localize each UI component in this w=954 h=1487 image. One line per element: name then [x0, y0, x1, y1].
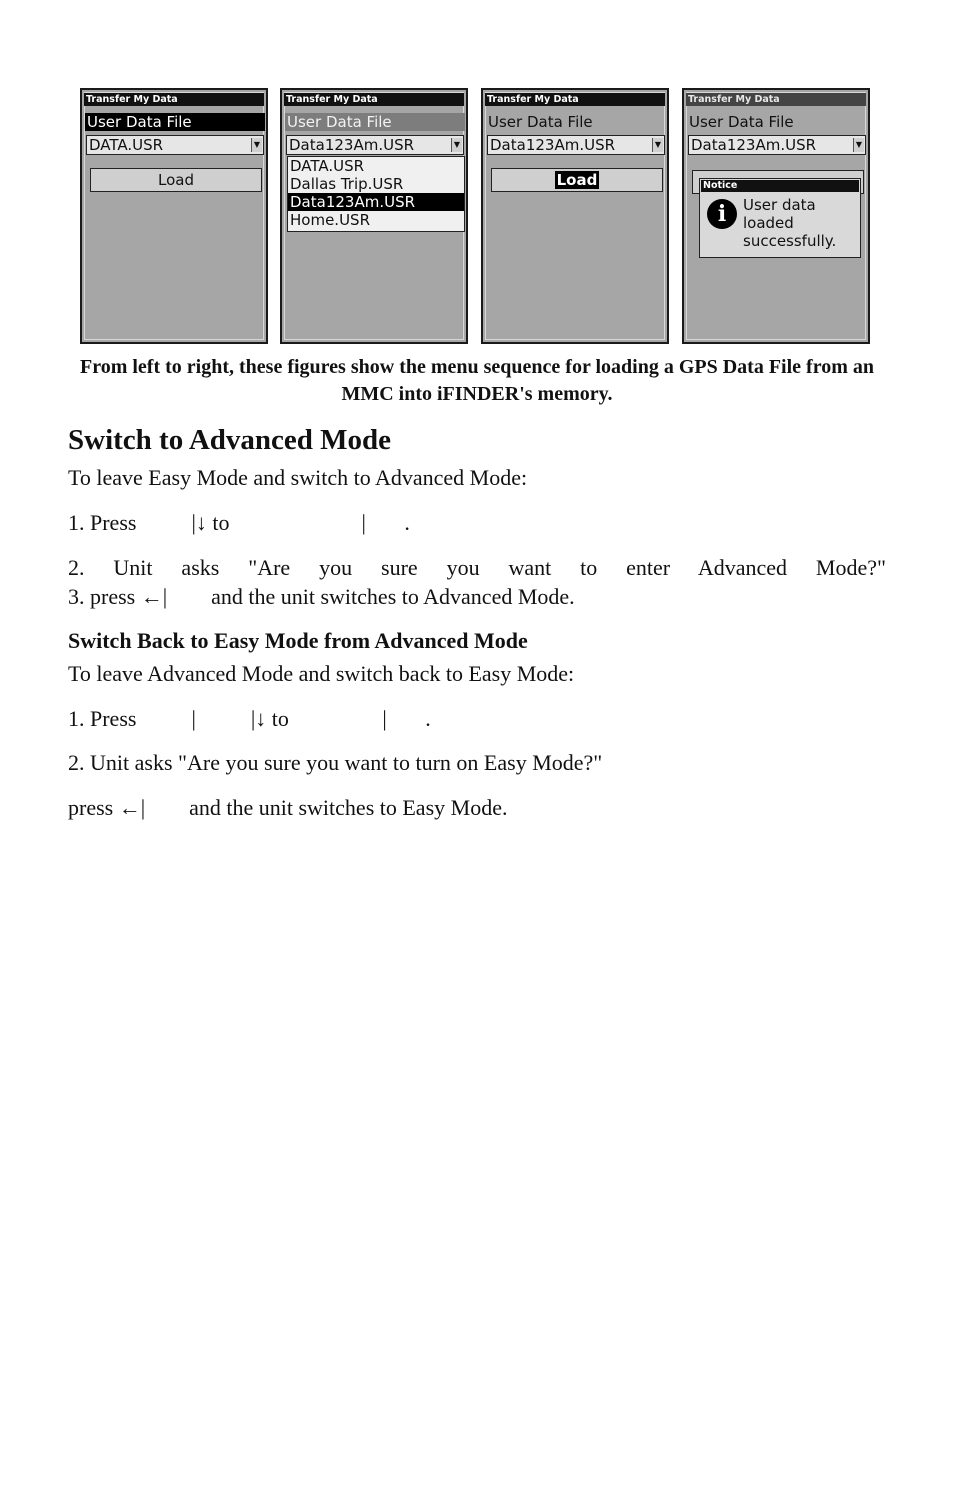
notice-line: User data	[743, 196, 816, 214]
list-item[interactable]: DATA.USR	[290, 157, 365, 175]
notice-title: Notice	[701, 180, 859, 192]
load-button-label: Load	[158, 171, 194, 189]
load-button[interactable]	[491, 168, 663, 192]
section-intro: To leave Easy Mode and switch to Advanced Mode:	[68, 465, 528, 490]
figure-caption: From left to right, these figures show the menu sequence for loading a GPS Data File from an MMC into iFINDER's memory.	[79, 356, 874, 405]
user-data-file-select[interactable]	[86, 135, 264, 155]
screen-figure-4	[682, 88, 870, 344]
window-title: Transfer My Data	[686, 93, 866, 106]
step-2: 2. Unit asks "Are you sure you want to turn on Easy Mode?"	[68, 750, 603, 775]
window-title: Transfer My Data	[284, 93, 464, 106]
screen-figure-3	[481, 88, 669, 344]
notice-line: successfully.	[743, 232, 837, 250]
load-button-label: Load	[556, 171, 598, 189]
section-heading: Switch to Advanced Mode	[68, 424, 392, 456]
load-button[interactable]	[90, 168, 262, 192]
user-data-file-label: User Data File	[689, 113, 794, 131]
screen-figure-2	[280, 88, 468, 344]
user-data-file-select[interactable]	[688, 135, 866, 155]
screen-figure-1	[80, 88, 268, 344]
list-item-selected[interactable]: Data123Am.USR	[288, 193, 464, 211]
user-data-file-label: User Data File	[85, 113, 265, 131]
file-dropdown-list	[287, 156, 465, 232]
step-1: 1. Press |↓ to | .	[68, 510, 410, 535]
chevron-down-icon[interactable]: ▼	[652, 138, 663, 152]
window-title: Transfer My Data	[84, 93, 264, 106]
chevron-down-icon[interactable]: ▼	[451, 138, 462, 152]
info-icon: i	[707, 199, 737, 229]
user-data-file-select[interactable]	[286, 135, 464, 155]
list-item[interactable]: Dallas Trip.USR	[290, 175, 404, 193]
step-3: press ←| and the unit switches to Easy Mode.	[68, 795, 508, 820]
chevron-down-icon[interactable]: ▼	[853, 138, 864, 152]
select-value: Data123Am.USR	[691, 136, 817, 154]
user-data-file-select[interactable]	[487, 135, 665, 155]
chevron-down-icon[interactable]: ▼	[251, 138, 262, 152]
select-value: Data123Am.USR	[289, 136, 415, 154]
section-intro: To leave Advanced Mode and switch back to Easy Mode:	[68, 661, 575, 686]
notice-dialog	[699, 178, 861, 258]
window-title: Transfer My Data	[485, 93, 665, 106]
subsection-heading: Switch Back to Easy Mode from Advanced Mode	[68, 628, 528, 653]
user-data-file-label: User Data File	[285, 113, 465, 131]
notice-line: loaded	[743, 214, 794, 232]
select-value: Data123Am.USR	[490, 136, 616, 154]
user-data-file-label: User Data File	[488, 113, 593, 131]
step-3: 3. press ←| and the unit switches to Advanced Mode.	[68, 584, 575, 609]
list-item[interactable]: Home.USR	[290, 211, 370, 229]
notice-message	[743, 196, 836, 250]
select-value: DATA.USR	[89, 136, 164, 154]
step-2: 2. Unit asks "Are you sure you want to enter Advanced Mode?"	[68, 555, 886, 580]
step-1: 1. Press | |↓ to | .	[68, 706, 431, 731]
